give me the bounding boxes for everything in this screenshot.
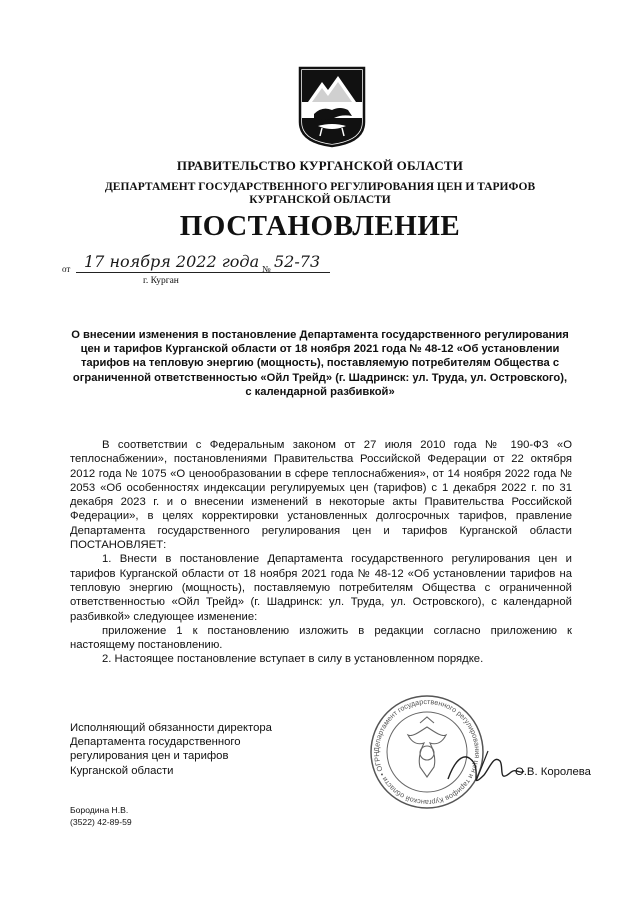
signer-position-line: Курганской области [70,764,174,777]
document-type: ПОСТАНОВЛЕНИЕ [179,210,461,242]
date-from-label: от [62,264,71,274]
body-paragraph: 1. Внести в постановление Департамента государственного регулирования цен и тарифов Курганской области от 18 ноября 2021 года № 48-12 «Об установлении тарифов на тепловую энергию (мощность), поставляемую потребителям Общества с ограниченной ответственностью «Ойл Трейд» (г. Шадринск: ул. Труда, ул. Островского), с календарной разбивкой» следующее изменение: [70,553,572,623]
government-title: ПРАВИТЕЛЬСТВО КУРГАНСКОЙ ОБЛАСТИ [176,158,464,173]
date-underline [76,272,272,273]
seal-text: Департамент государственного регулирования цен и тарифов Курганской области • ОГРН [371,696,483,808]
signer-position-line: Департамента государственного [70,736,241,749]
executor-name: Бородина Н.В. [70,805,129,815]
document-body [70,438,572,667]
signer-name: О.В. Королева [515,766,591,778]
coat-of-arms-icon [298,66,366,148]
number-label: № [262,264,271,274]
body-paragraph: приложение 1 к постановлению изложить в редакции согласно приложению к настоящему постановлению. [70,624,572,652]
signer-position-line: регулирования цен и тарифов [70,750,229,763]
signer-position-line: Исполняющий обязанности директора [70,722,272,734]
executor-info [70,805,132,828]
signer-position [70,721,330,778]
number-underline [272,272,330,273]
body-paragraph: В соответствии с Федеральным законом от 27 июля 2010 года № 190-ФЗ «О теплоснабжении», постановлениями Правительства Российской Федерации от 22 октября 2012 года № 1075 «О ценообразовании в сфере теплоснабжения», от 14 ноября 2022 года № 2053 «Об особенностях индексации регулируемых цен (тарифов) с 1 декабря 2022 г. по 31 декабря 2023 г. и о внесении изменений в некоторые акты Правительства Российской Федерации», в целях корректировки установленных долгосрочных тарифов, правление Департамента государственного регулирования цен и тарифов Курганской области ПОСТАНОВЛЯЕТ: [70,439,572,552]
handwritten-number: 52-73 [274,252,321,271]
department-title [100,181,540,207]
department-title-line: КУРГАНСКОЙ ОБЛАСТИ [249,194,391,206]
executor-phone: (3522) 42-89-59 [70,816,132,827]
city-label: г. Курган [143,276,179,286]
handwritten-date: 17 ноября 2022 года [84,252,260,271]
body-paragraph: 2. Настоящее постановление вступает в силу в установленном порядке. [102,653,484,666]
date-number-line [62,252,342,292]
department-title-line: ДЕПАРТАМЕНТ ГОСУДАРСТВЕННОГО РЕГУЛИРОВАНИЯ ЦЕН И ТАРИФОВ [104,181,536,193]
document-subject: О внесении изменения в постановление Департамента государственного регулирования цен и тарифов Курганской области от 18 ноября 2021 года № 48-12 «Об установлении тарифов на тепловую энергию (мощность), поставляемую потребителям Общества с ограниченной ответственностью «Ойл Трейд» (г. Шадринск: ул. Труда, ул. Островского), с календарной разбивкой» [71,329,569,398]
